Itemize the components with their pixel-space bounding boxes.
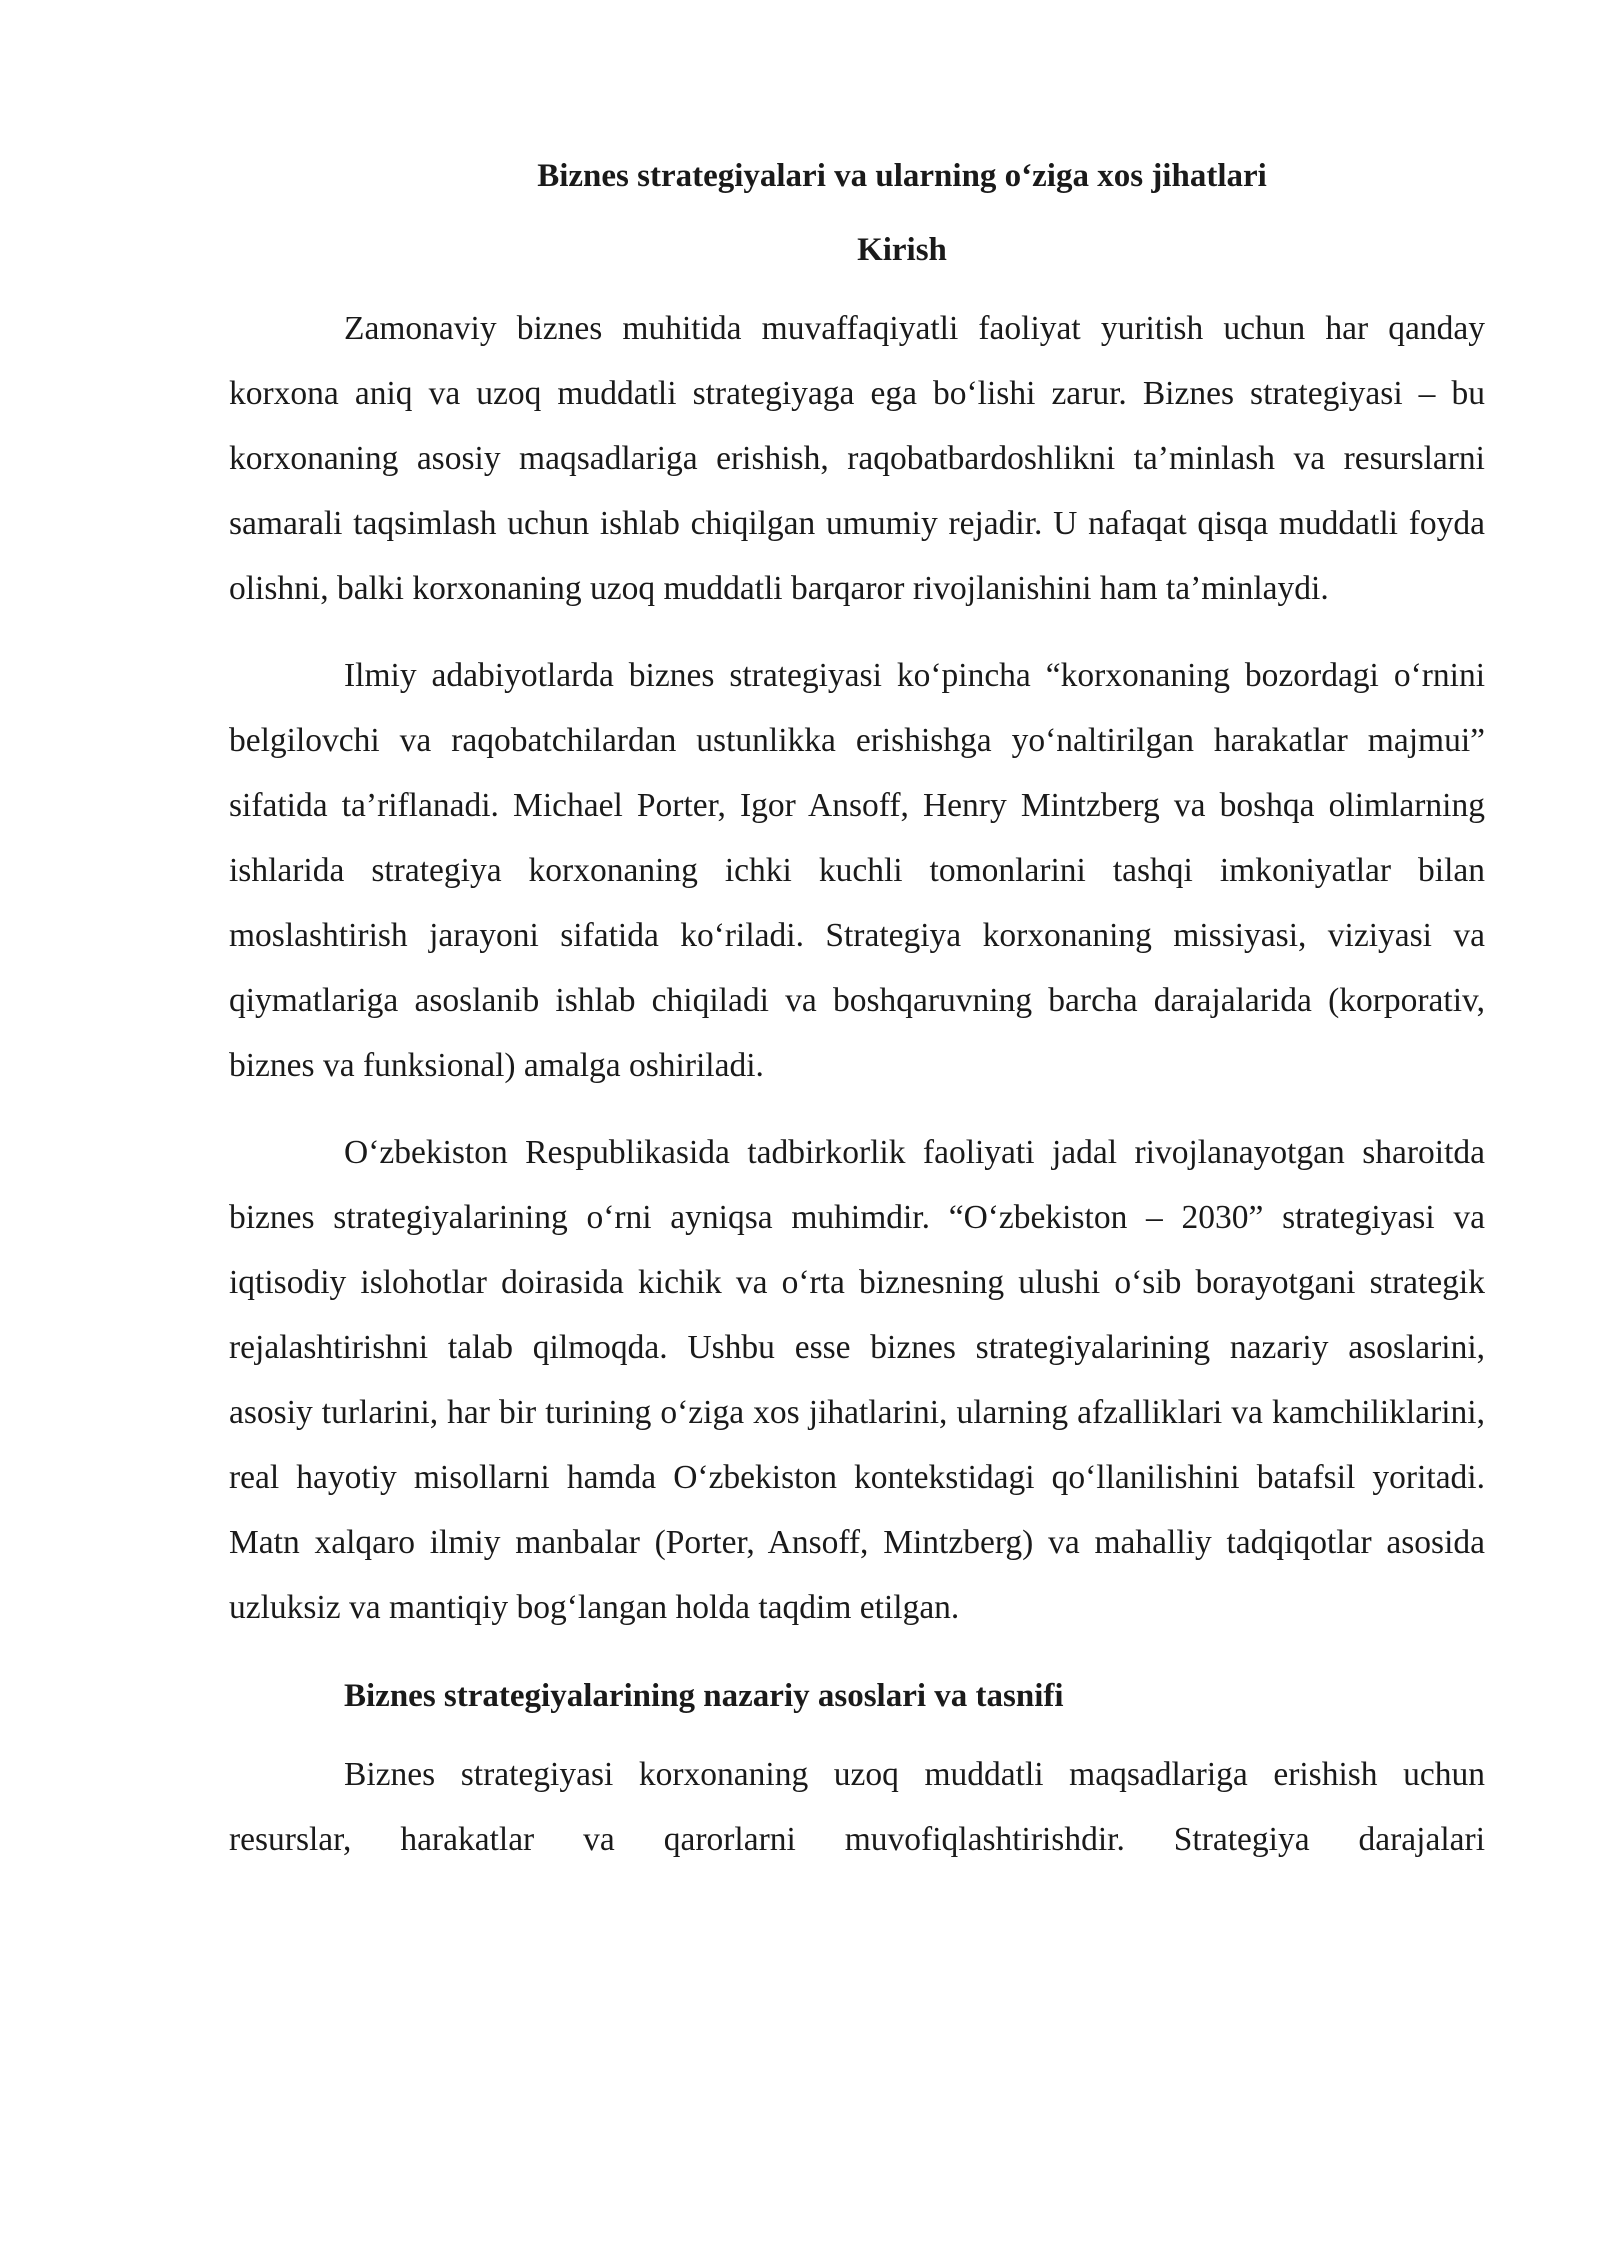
paragraph-3: O‘zbekiston Respublikasida tadbirkorlik faoliyati jadal rivojlanayotgan sharoitda biznes strategiyalarining o‘rni ayniqsa muhimdir. “O‘zbekiston – 2030” strategiyasi va iqtisodiy islohotlar doirasida kichik va o‘rta biznesning ulushi o‘sib borayotgani strategik rejalashtirishni talab qilmoqda. Ushbu esse biznes strategiyalarining nazariy asoslarini, asosiy turlarini, har bir turining o‘ziga xos jihatlarini, ularning afzalliklari va kamchiliklarini, real hayotiy misollarni hamda O‘zbekiston kontekstidagi qo‘llanilishini batafsil yoritadi. Matn xalqaro ilmiy manbalar (Porter, Ansoff, Mintzberg) va mahalliy tadqiqotlar asosida uzluksiz va mantiqiy bog‘langan holda taqdim etilgan. (229, 1134, 1485, 1626)
paragraph-2: Ilmiy adabiyotlarda biznes strategiyasi ko‘pincha “korxonaning bozordagi o‘rnini belgilovchi va raqobatchilardan ustunlikka erishishga yo‘naltirilgan harakatlar majmui” sifatida ta’riflanadi. Michael Porter, Igor Ansoff, Henry Mintzberg va boshqa olimlarning ishlarida strategiya korxonaning ichki kuchli tomonlarini tashqi imkoniyatlar bilan moslashtirish jarayoni sifatida ko‘riladi. Strategiya korxonaning missiyasi, viziyasi va qiymatlariga asoslanib ishlab chiqiladi va boshqaruvning barcha darajalarida (korporativ, biznes va funksional) amalga oshiriladi. (229, 657, 1485, 1084)
document-body (229, 150, 1485, 1872)
paragraph-1: Zamonaviy biznes muhitida muvaffaqiyatli faoliyat yuritish uchun har qanday korxona aniq va uzoq muddatli strategiyaga ega bo‘lishi zarur. Biznes strategiyasi – bu korxonaning asosiy maqsadlariga erishish, raqobatbardoshlikni ta’minlash va resurslarni samarali taqsimlash uchun ishlab chiqilgan umumiy rejadir. U nafaqat qisqa muddatli foyda olishni, balki korxonaning uzoq muddatli barqaror rivojlanishini ham ta’minlaydi. (229, 310, 1485, 607)
document-title: Biznes strategiyalari va ularning o‘ziga xos jihatlari (537, 158, 1267, 194)
paragraph-4: Biznes strategiyasi korxonaning uzoq muddatli maqsadlariga erishish uchun resurslar, harakatlar va qarorlarni muvofiqlashtirishdir. Strategiya darajalari (229, 1756, 1485, 1858)
intro-heading: Kirish (857, 232, 947, 268)
section-subheading: Biznes strategiyalarining nazariy asoslari va tasnifi (344, 1678, 1064, 1714)
